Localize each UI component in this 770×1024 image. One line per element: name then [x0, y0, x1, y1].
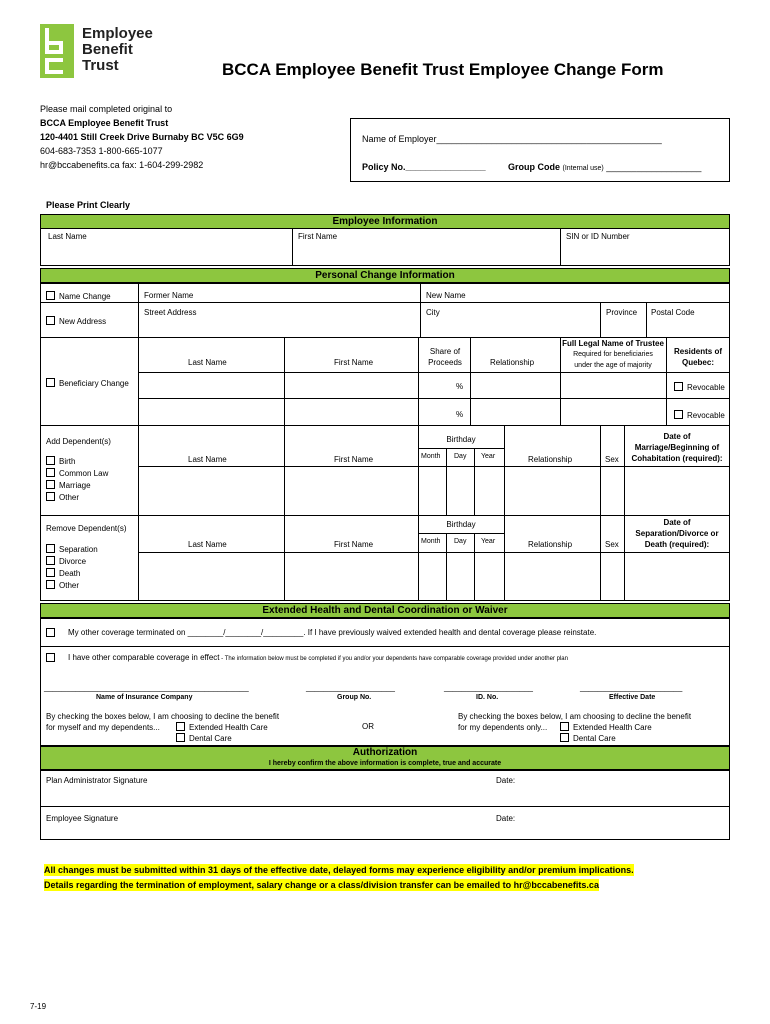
remove-dep-sex-label: Sex [605, 540, 619, 549]
postal-code-field[interactable]: Postal Code [651, 308, 695, 317]
remove-dep-relationship-label: Relationship [528, 540, 573, 549]
employee-info-heading: Employee Information [40, 214, 730, 229]
new-name-field[interactable]: New Name [426, 291, 466, 300]
province-field[interactable]: Province [606, 308, 638, 317]
add-dep-first-name-label: First Name [334, 455, 374, 464]
effective-date-label: Effective Date [609, 694, 656, 701]
add-dep-option[interactable]: Marriage [46, 480, 108, 492]
decline-dep-dental-checkbox[interactable]: Dental Care [560, 733, 652, 744]
employee-signature-field[interactable]: Employee Signature [46, 814, 119, 823]
share-percent-1[interactable]: % [456, 382, 464, 391]
revocable-checkbox-1[interactable]: Revocable [674, 382, 725, 392]
form-title: BCCA Employee Benefit Trust Employee Change Form [222, 60, 664, 79]
decline-dependents-text: By checking the boxes below, I am choosing to decline the benefit for my dependents only... [458, 712, 692, 732]
employee-date-field[interactable]: Date: [496, 814, 516, 823]
beneficiary-first-name-label: First Name [334, 358, 374, 367]
mailing-address: Please mail completed original to BCCA Employee Benefit Trust 120-4401 Still Creek Drive Burnaby BC V5C 6G9 604-683-7353 1-800-665-1077 hr@bccabenefits.ca fax: 1-604-299-2982 [40, 104, 244, 170]
quebec-residents-label: Residents of Quebec: [673, 347, 722, 367]
decline-dep-ehc-checkbox[interactable]: Extended Health Care [560, 722, 652, 733]
add-dep-option[interactable]: Common Law [46, 468, 108, 480]
add-dep-relationship-label: Relationship [528, 455, 573, 464]
employee-last-name-field[interactable]: Last Name [48, 232, 87, 241]
remove-dep-last-name-label: Last Name [188, 540, 227, 549]
group-code-field[interactable]: Group Code (Internal use) ___________________ [508, 162, 702, 172]
remove-dep-option[interactable]: Death [46, 568, 98, 580]
name-change-checkbox[interactable]: Name Change [46, 291, 111, 301]
decline-self-dental-checkbox[interactable]: Dental Care [176, 733, 268, 744]
decline-self-options [176, 722, 268, 744]
logo-wordmark: Employee Benefit Trust [82, 25, 153, 74]
bcca-logo-mark [40, 24, 74, 78]
or-label: OR [362, 722, 374, 731]
add-dep-date-label: Date of Marriage/Beginning of Cohabitation (required): [631, 432, 723, 463]
sin-field[interactable]: SIN or ID Number [566, 232, 630, 241]
remove-dep-birthday-label: Birthday [446, 520, 476, 529]
city-field[interactable]: City [426, 308, 440, 317]
add-dep-last-name-label: Last Name [188, 455, 227, 464]
add-dependent-options [46, 456, 108, 504]
remove-dep-month-label: Month [421, 538, 441, 545]
insurance-company-field[interactable]: ______________________________________________ [44, 683, 249, 692]
group-no-field[interactable]: ____________________ [306, 683, 395, 692]
add-dependents-label: Add Dependent(s) [46, 437, 111, 446]
add-dep-option[interactable]: Other [46, 492, 108, 504]
extended-health-heading: Extended Health and Dental Coordination or Waiver [40, 603, 730, 618]
coverage-terminated-text: My other coverage terminated on ________/________/_________. If I have previously waived extended health and dental coverage please reinstate. [68, 628, 597, 637]
effective-date-field[interactable]: _______________________ [580, 683, 683, 692]
add-dep-option[interactable]: Birth [46, 456, 108, 468]
email-notice: Details regarding the termination of employment, salary change or a class/division transfer can be emailed to hr@bccabenefits.ca [44, 880, 599, 890]
remove-dep-date-label: Date of Separation/Divorce or Death (required): [635, 518, 719, 549]
decline-dependents-options [560, 722, 652, 744]
share-of-proceeds-label: Share of Proceeds [428, 347, 462, 367]
id-no-label: ID. No. [476, 694, 499, 701]
share-percent-2[interactable]: % [456, 410, 464, 419]
employer-box [350, 118, 730, 182]
beneficiary-change-checkbox[interactable]: Beneficiary Change [46, 378, 129, 388]
remove-dep-year-label: Year [481, 538, 496, 545]
remove-dep-option[interactable]: Divorce [46, 556, 98, 568]
add-dep-sex-label: Sex [605, 455, 619, 464]
employer-name-field[interactable]: Name of Employer_____________________________________________ [362, 134, 662, 144]
plan-admin-date-field[interactable]: Date: [496, 776, 516, 785]
remove-dep-option[interactable]: Other [46, 580, 98, 592]
remove-dep-option[interactable]: Separation [46, 544, 98, 556]
add-dep-year-label: Year [481, 453, 496, 460]
insurance-company-label: Name of Insurance Company [96, 694, 193, 701]
trustee-label: Full Legal Name of Trustee [562, 339, 664, 348]
former-name-field[interactable]: Former Name [144, 291, 194, 300]
beneficiary-relationship-label: Relationship [490, 358, 535, 367]
employee-first-name-field[interactable]: First Name [298, 232, 338, 241]
other-coverage-checkbox[interactable] [46, 653, 59, 663]
remove-dependents-label: Remove Dependent(s) [46, 524, 127, 533]
add-dep-month-label: Month [421, 453, 441, 460]
plan-admin-signature-field[interactable]: Plan Administrator Signature [46, 776, 148, 785]
add-dep-birthday-label: Birthday [446, 435, 476, 444]
other-coverage-text: I have other comparable coverage in effect - The information below must be completed if you and/or your dependents have comparable coverage provided under another plan [68, 653, 568, 662]
id-no-field[interactable]: ____________________ [444, 683, 533, 692]
new-address-checkbox[interactable]: New Address [46, 316, 106, 326]
coverage-terminated-checkbox[interactable] [46, 628, 59, 638]
remove-dependent-options [46, 544, 98, 592]
authorization-heading: Authorization I hereby confirm the above information is complete, true and accurate [40, 746, 730, 770]
add-dep-day-label: Day [454, 453, 467, 460]
print-clearly-note: Please Print Clearly [46, 200, 131, 210]
form-version: 7-19 [30, 1002, 47, 1011]
remove-dep-first-name-label: First Name [334, 540, 374, 549]
policy-number-field[interactable]: Policy No.________________ [362, 162, 486, 172]
submission-deadline-notice: All changes must be submitted within 31 days of the effective date, delayed forms may experience eligibility and/or premium implications. [44, 865, 634, 875]
decline-self-ehc-checkbox[interactable]: Extended Health Care [176, 722, 268, 733]
revocable-checkbox-2[interactable]: Revocable [674, 410, 725, 420]
beneficiary-last-name-label: Last Name [188, 358, 227, 367]
remove-dep-day-label: Day [454, 538, 467, 545]
trustee-note: Required for beneficiaries under the age of majority [573, 351, 653, 369]
group-no-label: Group No. [337, 694, 372, 701]
personal-change-heading: Personal Change Information [40, 268, 730, 283]
street-address-field[interactable]: Street Address [144, 308, 197, 317]
decline-self-text: By checking the boxes below, I am choosing to decline the benefit for myself and my dependents... [46, 712, 280, 732]
